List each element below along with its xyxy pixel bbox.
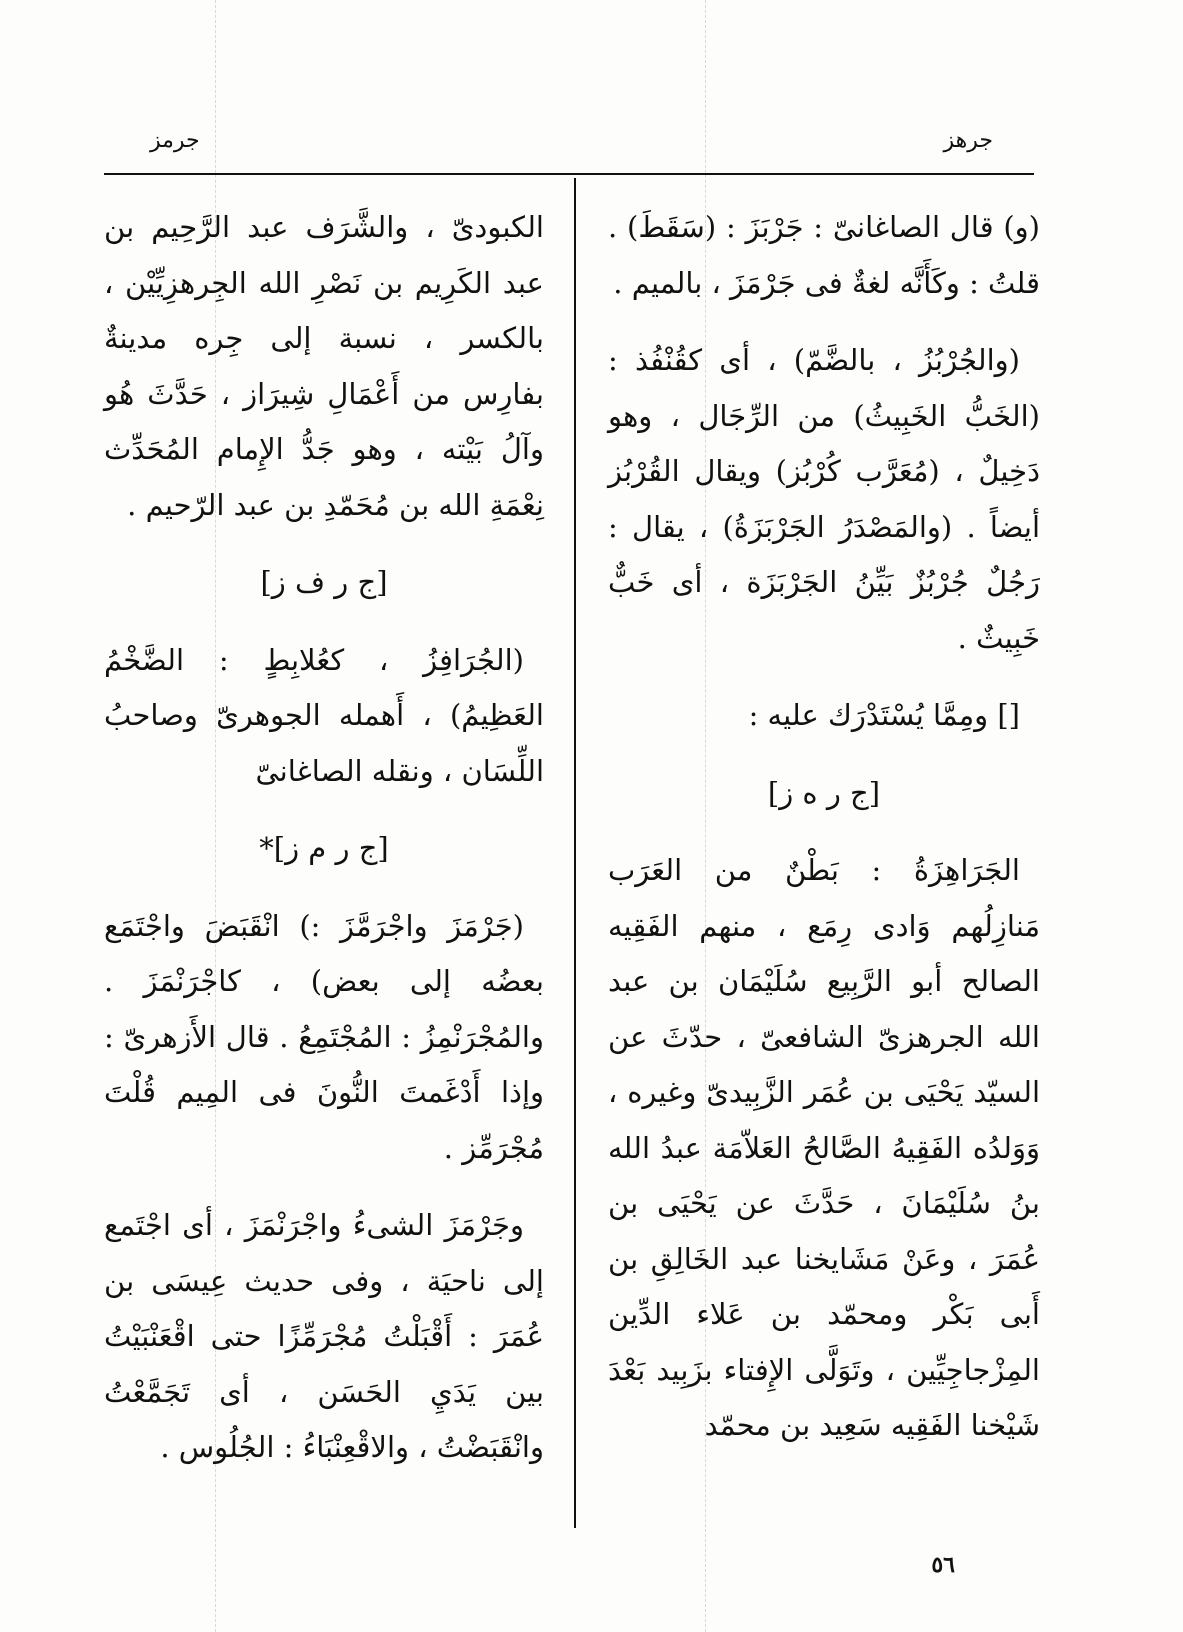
right-column [608, 200, 1040, 1476]
paragraph: (و) قال الصاغانىّ : جَرْبَزَ : (سَقَطَ) . قلتُ : وكَأَنَّه لغةٌ فى جَرْمَزَ ، بالميم . [608, 210, 1040, 300]
paragraph: وجَرْمَزَ الشىءُ واجْرَنْمَزَ ، أى اجْتَمع إلى ناحيَة ، وفى حديث عِيسَى بن عُمَرَ : أَقْبَلْتُ مُجْرَمِّزًا حتى اقْعَنْبَيْتُ بين يَدَيِ الحَسَن ، أى تَجَمَّعْتُ وانْقَبَضْتُ ، والاقْعِنْبَاءُ : الجُلُوس . [104, 1208, 544, 1464]
left-column [104, 200, 544, 1498]
header-rule [104, 173, 1034, 175]
paragraph: الكبودىّ ، والشَّرَف عبد الرَّحِيم بن عبد الكَرِيم بن نَصْرِ الله الجِرهزِيِّيْن ، بالكسر ، نسبة إلى جِره مدينةٌ بفارِس من أَعْمَالِ شِيرَاز ، حَدَّثَ هُو وآلُ بَيْته ، وهو جَدُّ الإِمام المُحَدِّث نِعْمَةِ الله بن مُحَمّدِ بن عبد الرّحيم . [104, 210, 544, 522]
entry-heading: [ج ر ه ز] [767, 775, 881, 810]
header-left-word: جرمز [150, 128, 200, 153]
paragraph: (جَرْمَزَ واجْرَمَّزَ :) انْقَبَضَ واجْتَمَع بعضُه إلى بعض) ، كاجْرَنْمَزَ . والمُجْرَنْمِزُ : المُجْتَمِعُ . قال الأَزهرىّ : وإذا أَدْغَمتَ النُّونَ فى المِيم قُلْتَ مُجْرَمِّز . [104, 908, 544, 1165]
paragraph: (والجُرْبُزُ ، بالضَّمّ) ، أى كقُنْفُذ : (الخَبُّ الخَبِيثُ) من الرِّجَال ، وهو دَخِيلٌ ، (مُعَرَّب كُرْبُز) ويقال القُرْبُز أيضاً . (والمَصْدَرُ الجَرْبَزَةُ) ، يقال : رَجُلٌ جُرْبُزٌ بَيِّنُ الجَرْبَزَة ، أى خَبٌّ خَبِيثٌ . [608, 343, 1040, 655]
entry-heading: [ج ر م ز]* [259, 831, 389, 865]
paragraph: (الجُرَافِزُ ، كعُلابِطٍ : الضَّخْمُ العَظِيمُ) ، أَهمله الجوهرىّ وصاحبُ اللِّسَان ، ونقله الصاغانىّ [104, 642, 544, 788]
header-right-word: جرهز [943, 128, 993, 153]
entry-heading: [ج ر ف ز] [260, 565, 388, 599]
page-number: ٥٦ [931, 1552, 955, 1578]
column-divider [574, 178, 576, 1528]
paragraph: الجَرَاهِزَةُ : بَطْنٌ من العَرَب مَنازِلُهم وَادى رِمَع ، منهم الفَقِيه الصالح أبو الرَّبِيع سُلَيْمَان بن عبد الله الجرهزىّ الشافعىّ ، حدّثَ عن السيّد يَحْيَى بن عُمَر الزَّبِيدىّ وغيره ، وَوَلدُه الفَقِيهُ الصَّالحُ العَلاّمَة عبدُ الله بنُ سُلَيْمَانَ ، حَدَّثَ عن يَحْيَى بن عُمَرَ ، وعَنْ مَشَايخنا عبد الخَالِقِ بن أَبى بَكْر ومحمّد بن عَلاء الدِّين المِزْجاجِيِّين ، وتَوَلَّى الإِفتاء بزَبِيد بَعْدَ شَيْخنا الفَقِيه سَعِيد بن محمّد [608, 853, 1040, 1442]
paragraph: [] ومِمَّا يُسْتَدْرَك عليه : [748, 698, 1020, 732]
